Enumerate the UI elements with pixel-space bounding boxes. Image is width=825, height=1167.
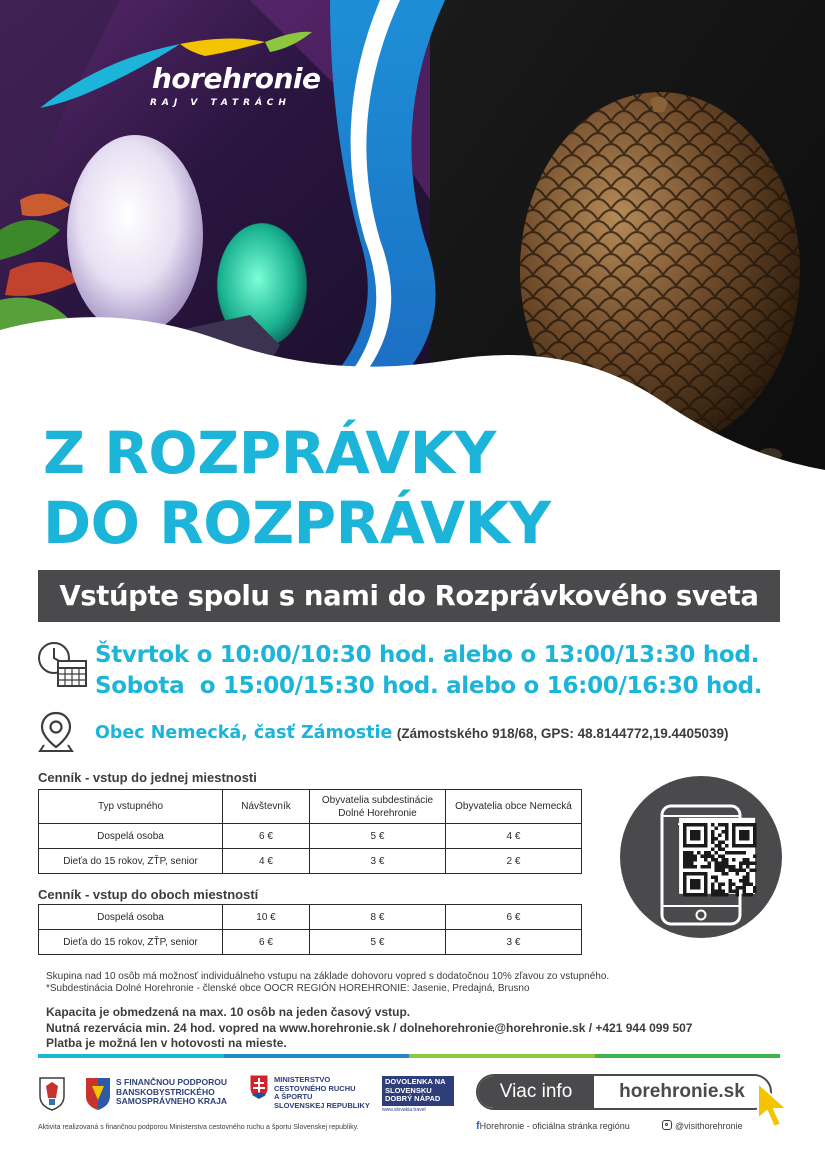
qr-module — [715, 844, 719, 848]
qr-module — [690, 855, 694, 859]
qr-module — [746, 865, 750, 869]
qr-module — [750, 893, 754, 897]
qr-module — [722, 855, 726, 859]
qr-module — [729, 883, 733, 887]
qr-module — [708, 851, 712, 855]
table-cell: 6 € — [223, 824, 310, 849]
qr-module — [753, 869, 757, 873]
qr-module — [746, 872, 750, 876]
ministry-line: MINISTERSTVO — [274, 1075, 331, 1084]
qr-module — [690, 858, 694, 862]
more-info-label: Viac info — [478, 1076, 594, 1108]
qr-module — [708, 862, 712, 866]
qr-module — [715, 858, 719, 862]
qr-module — [697, 851, 701, 855]
qr-module — [736, 872, 740, 876]
qr-module — [743, 862, 747, 866]
qr-module — [736, 886, 740, 890]
qr-module — [711, 855, 715, 859]
qr-module — [746, 893, 750, 897]
qr-module — [736, 890, 740, 894]
qr-module — [694, 855, 698, 859]
municipality-coat-of-arms-icon — [38, 1076, 66, 1112]
table-cell: 10 € — [223, 905, 310, 930]
qr-module — [718, 834, 722, 838]
qr-module — [725, 851, 729, 855]
qr-module — [743, 890, 747, 894]
qr-module — [687, 865, 691, 869]
qr-module — [725, 834, 729, 838]
dovolenka-box — [382, 1076, 454, 1106]
qr-module — [725, 865, 729, 869]
qr-module — [722, 862, 726, 866]
qr-module — [729, 879, 733, 883]
qr-module — [725, 872, 729, 876]
qr-module — [708, 855, 712, 859]
qr-module — [743, 886, 747, 890]
color-stripe — [38, 1054, 780, 1058]
qr-module — [718, 893, 722, 897]
qr-module — [704, 851, 708, 855]
qr-module — [718, 883, 722, 887]
qr-module — [743, 869, 747, 873]
qr-module — [711, 834, 715, 838]
table-cell: 8 € — [310, 905, 446, 930]
qr-module — [683, 858, 687, 862]
qr-module — [718, 848, 722, 852]
logo-wordmark: horehronie — [152, 62, 321, 95]
qr-module — [725, 823, 729, 827]
qr-module — [750, 869, 754, 873]
instagram-icon — [662, 1120, 672, 1130]
qr-module — [722, 823, 726, 827]
table-header: Obyvatelia obce Nemecká — [446, 790, 582, 824]
qr-module — [722, 893, 726, 897]
table-cell: 4 € — [223, 849, 310, 874]
qr-module — [690, 862, 694, 866]
qr-module — [715, 862, 719, 866]
qr-module — [750, 883, 754, 887]
subdestination-note: *Subdestinácia Dolné Horehronie - členské obce OOCR REGIÓN HOREHRONIE: Jasenie, Predajná, Brusno — [46, 983, 530, 994]
qr-module — [711, 890, 715, 894]
qr-module — [732, 851, 736, 855]
qr-module — [718, 841, 722, 845]
qr-module — [739, 865, 743, 869]
qr-module — [732, 865, 736, 869]
qr-finder — [690, 879, 701, 890]
qr-module — [729, 851, 733, 855]
price-table-both — [38, 904, 582, 955]
table-cell: Dospelá osoba — [39, 824, 223, 849]
bbsk-support-text — [116, 1078, 227, 1107]
qr-module — [701, 855, 705, 859]
qr-module — [725, 862, 729, 866]
qr-module — [753, 886, 757, 890]
ministry-line: SLOVENSKEJ REPUBLIKY — [274, 1100, 370, 1110]
qr-module — [687, 858, 691, 862]
table-cell: 4 € — [446, 824, 582, 849]
table-cell: 5 € — [310, 824, 446, 849]
subtitle-banner: Vstúpte spolu s nami do Rozprávkového sveta — [38, 570, 780, 622]
qr-module — [715, 890, 719, 894]
qr-module — [736, 893, 740, 897]
website-link[interactable]: horehronie.sk — [619, 1081, 745, 1102]
qr-module — [708, 865, 712, 869]
qr-module — [718, 855, 722, 859]
qr-module — [715, 869, 719, 873]
logo-tagline: RAJ V TATRÁCH — [150, 98, 291, 108]
schedule-saturday: Sobota o 15:00/15:30 hod. alebo o 16:00/16:30 hod. — [95, 673, 763, 699]
qr-module — [746, 876, 750, 880]
table-cell: 2 € — [446, 849, 582, 874]
qr-module — [725, 893, 729, 897]
instagram-label: @visithorehronie — [675, 1121, 743, 1131]
qr-module — [715, 865, 719, 869]
qr-module — [715, 837, 719, 841]
hero-section — [0, 0, 825, 560]
qr-module — [711, 876, 715, 880]
pointer-cursor-icon — [754, 1081, 794, 1133]
bbsk-line: SAMOSPRÁVNEHO KRAJA — [116, 1096, 227, 1106]
title-line-2: DO ROZPRÁVKY — [43, 489, 551, 557]
qr-module — [736, 869, 740, 873]
qr-module — [711, 893, 715, 897]
qr-module — [739, 851, 743, 855]
qr-module — [715, 851, 719, 855]
qr-module — [722, 872, 726, 876]
qr-module — [743, 851, 747, 855]
bbsk-coat-of-arms-icon — [84, 1076, 112, 1112]
qr-module — [739, 869, 743, 873]
qr-module — [718, 823, 722, 827]
qr-module — [750, 862, 754, 866]
qr-module — [711, 837, 715, 841]
reservation-info: Nutná rezervácia min. 24 hod. vopred na www.horehronie.sk / dolnehorehronie@horehronie.sk / +421 944 099 507 — [46, 1020, 693, 1035]
qr-module — [729, 865, 733, 869]
table-cell: 5 € — [310, 930, 446, 955]
qr-module — [694, 858, 698, 862]
qr-module — [722, 883, 726, 887]
title-line-1: Z ROZPRÁVKY — [43, 419, 496, 487]
qr-module — [694, 865, 698, 869]
table-cell: 3 € — [446, 930, 582, 955]
capacity-info: Kapacita je obmedzená na max. 10 osôb na jeden časový vstup. — [46, 1005, 411, 1019]
instagram-link[interactable] — [662, 1120, 743, 1131]
qr-module — [725, 837, 729, 841]
qr-module — [718, 844, 722, 848]
qr-module — [718, 865, 722, 869]
qr-module — [683, 865, 687, 869]
table-header: Návštevník — [223, 790, 310, 824]
qr-module — [711, 883, 715, 887]
schedule-thursday: Štvrtok o 10:00/10:30 hod. alebo o 13:00/13:30 hod. — [95, 642, 760, 668]
qr-module — [718, 890, 722, 894]
slovak-coat-of-arms-icon — [249, 1074, 269, 1100]
phone-qr-icon — [620, 776, 782, 938]
qr-module — [739, 886, 743, 890]
qr-module — [718, 886, 722, 890]
schedule — [95, 640, 762, 702]
qr-module — [732, 869, 736, 873]
table-row — [39, 824, 582, 849]
stripe-segment — [224, 1054, 410, 1058]
group-discount-note: Skupina nad 10 osôb má možnosť individuálneho vstupu na základe dohovoru vopred s dodatočnou 10% zľavou zo vstupného. — [46, 971, 610, 982]
qr-module — [739, 862, 743, 866]
table-cell: Dieťa do 15 rokov, ZŤP, senior — [39, 849, 223, 874]
qr-module — [690, 865, 694, 869]
location-name: Obec Nemecká, časť Zámostie — [95, 723, 393, 743]
stripe-segment — [38, 1054, 224, 1058]
qr-module — [718, 862, 722, 866]
qr-module — [687, 851, 691, 855]
qr-module — [743, 893, 747, 897]
qr-module — [725, 858, 729, 862]
qr-module — [683, 862, 687, 866]
ministry-support-note: Aktivita realizovaná s finančnou podporou Ministerstva cestovného ruchu a športu Slovenskej republiky. — [38, 1124, 359, 1131]
qr-module — [743, 879, 747, 883]
qr-module — [722, 890, 726, 894]
stripe-segment — [595, 1054, 781, 1058]
qr-finder — [739, 830, 750, 841]
price-caption-both: Cenník - vstup do oboch miestností — [38, 887, 259, 902]
qr-module — [743, 876, 747, 880]
qr-module — [715, 879, 719, 883]
qr-module — [729, 890, 733, 894]
qr-module — [722, 848, 726, 852]
qr-module — [729, 869, 733, 873]
facebook-label: Horehronie - oficiálna stránka regiónu — [479, 1121, 630, 1131]
table-cell: Dospelá osoba — [39, 905, 223, 930]
table-header-row — [39, 790, 582, 824]
notes — [46, 971, 609, 995]
qr-module — [704, 855, 708, 859]
qr-module — [701, 865, 705, 869]
qr-module — [704, 858, 708, 862]
qr-module — [704, 865, 708, 869]
location — [95, 723, 729, 743]
qr-module — [687, 862, 691, 866]
qr-module — [725, 830, 729, 834]
ministry-line: CESTOVNÉHO RUCHU — [274, 1083, 356, 1093]
qr-module — [711, 841, 715, 845]
table-cell: 6 € — [446, 905, 582, 930]
qr-module — [725, 827, 729, 831]
clock-calendar-icon — [36, 639, 88, 689]
qr-module — [715, 876, 719, 880]
qr-module — [683, 851, 687, 855]
ministry-text — [274, 1076, 370, 1110]
dovolenka-line: DOVOLENKA NA — [385, 1077, 446, 1086]
qr-module — [711, 823, 715, 827]
qr-module — [683, 855, 687, 859]
qr-module — [722, 865, 726, 869]
qr-module — [746, 858, 750, 862]
qr-module — [746, 862, 750, 866]
qr-module — [732, 890, 736, 894]
qr-module — [711, 858, 715, 862]
bbsk-line: S FINANČNOU PODPOROU — [116, 1077, 227, 1087]
payment-info: Platba je možná len v hotovosti na mieste. — [46, 1036, 287, 1050]
qr-module — [722, 830, 726, 834]
horehronie-logo — [30, 30, 350, 130]
qr-module — [711, 830, 715, 834]
bbsk-line: BANSKOBYSTRICKÉHO — [116, 1086, 215, 1097]
qr-finder — [690, 830, 701, 841]
facebook-icon: f — [476, 1120, 480, 1132]
booking-info — [46, 1005, 692, 1052]
qr-module — [743, 858, 747, 862]
facebook-link[interactable] — [476, 1120, 630, 1132]
price-caption-single: Cenník - vstup do jednej miestnosti — [38, 770, 257, 785]
qr-module — [753, 862, 757, 866]
dovolenka-line: DOBRÝ NÁPAD — [385, 1094, 441, 1103]
table-row — [39, 849, 582, 874]
dovolenka-line: SLOVENSKU — [385, 1085, 432, 1095]
table-cell: 3 € — [310, 849, 446, 874]
location-pin-icon — [38, 711, 74, 753]
qr-module — [753, 890, 757, 894]
qr-module — [711, 848, 715, 852]
more-info-button[interactable] — [476, 1074, 772, 1110]
qr-module — [718, 869, 722, 873]
table-row — [39, 905, 582, 930]
qr-module — [729, 886, 733, 890]
table-row — [39, 930, 582, 955]
qr-module — [715, 827, 719, 831]
qr-module — [711, 886, 715, 890]
stripe-segment — [409, 1054, 595, 1058]
table-cell: Dieťa do 15 rokov, ZŤP, senior — [39, 930, 223, 955]
ministry-line: A ŠPORTU — [274, 1092, 313, 1101]
qr-module — [722, 841, 726, 845]
qr-module — [732, 883, 736, 887]
table-header: Obyvatelia subdestinácie Dolné Horehronie — [310, 790, 446, 824]
qr-module — [715, 893, 719, 897]
qr-module — [722, 869, 726, 873]
qr-code-badge[interactable] — [620, 776, 782, 938]
qr-module — [687, 855, 691, 859]
qr-module — [753, 855, 757, 859]
table-header: Typ vstupného — [39, 790, 223, 824]
location-address: (Zámostského 918/68, GPS: 48.8144772,19.4405039) — [396, 726, 729, 741]
qr-module — [746, 883, 750, 887]
price-table-single — [38, 789, 582, 874]
main-title — [43, 418, 551, 558]
qr-module — [732, 858, 736, 862]
qr-module — [736, 851, 740, 855]
dovolenka-logo — [382, 1076, 454, 1113]
qr-module — [739, 879, 743, 883]
qr-module — [722, 858, 726, 862]
qr-module — [725, 844, 729, 848]
table-cell: 6 € — [223, 930, 310, 955]
qr-module — [690, 851, 694, 855]
qr-module — [746, 879, 750, 883]
qr-module — [743, 883, 747, 887]
dovolenka-url: www.slovakia.travel — [382, 1106, 426, 1113]
